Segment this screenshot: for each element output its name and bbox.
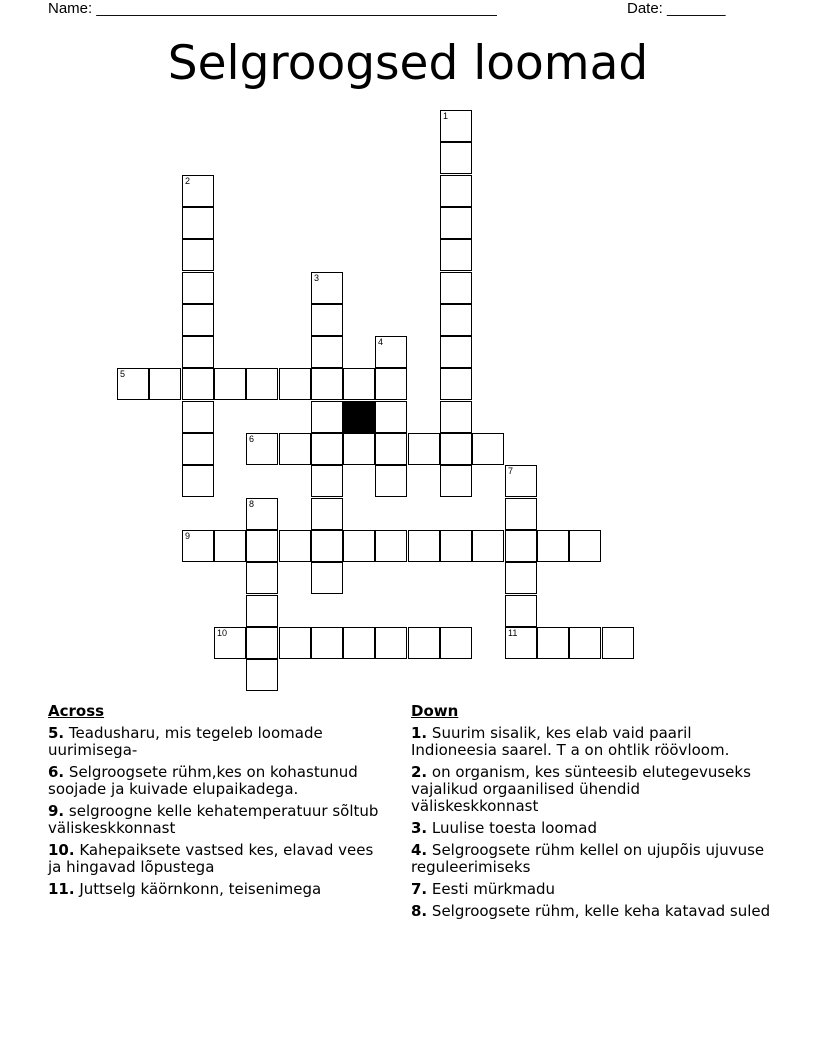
clue-text: Selgroogsete rühm,kes on kohastunud soojade ja kuivade elupaikadega. xyxy=(48,763,358,798)
clue-text: Selgroogsete rühm kellel on ujupõis ujuvuse reguleerimiseks xyxy=(411,841,765,876)
grid-cell[interactable] xyxy=(149,368,181,400)
grid-cell[interactable] xyxy=(343,627,375,659)
clue-text: Teadusharu, mis tegeleb loomade uurimisega- xyxy=(48,724,323,759)
grid-cell[interactable] xyxy=(505,465,537,497)
grid-cell[interactable] xyxy=(440,207,472,239)
grid-cell[interactable] xyxy=(440,336,472,368)
clue-number: 9. xyxy=(48,802,65,820)
name-blank: ________________________________________________ xyxy=(96,0,497,17)
grid-cell[interactable] xyxy=(343,433,375,465)
clue-text: on organism, kes sünteesib elutegevuseks vajalikud orgaanilised ühendid väliskeskkonnast xyxy=(411,763,751,815)
grid-cell[interactable] xyxy=(537,627,569,659)
grid-cell[interactable] xyxy=(440,627,472,659)
grid-cell[interactable] xyxy=(117,368,149,400)
clue-number: 3. xyxy=(411,819,428,837)
clue-number-label: 9 xyxy=(185,531,191,541)
grid-cell[interactable] xyxy=(505,530,537,562)
clue-number: 2. xyxy=(411,763,428,781)
grid-cell[interactable] xyxy=(182,272,214,304)
grid-cell[interactable] xyxy=(311,401,343,433)
grid-cell[interactable] xyxy=(182,530,214,562)
grid-cell[interactable] xyxy=(505,627,537,659)
grid-cell[interactable] xyxy=(246,498,278,530)
clue-number: 11. xyxy=(48,880,75,898)
grid-cell[interactable] xyxy=(440,304,472,336)
grid-cell[interactable] xyxy=(408,530,440,562)
grid-cell[interactable] xyxy=(182,239,214,271)
grid-cell[interactable] xyxy=(440,110,472,142)
clue-text: Luulise toesta loomad xyxy=(431,819,597,837)
clue-number-label: 4 xyxy=(378,337,384,347)
across-heading: Across xyxy=(48,702,105,720)
grid-cell[interactable] xyxy=(246,433,278,465)
clue-item xyxy=(48,725,383,759)
grid-cell[interactable] xyxy=(440,272,472,304)
clue-text: Kahepaiksete vastsed kes, elavad vees ja hingavad lõpustega xyxy=(48,841,374,876)
date-label: Date: xyxy=(627,0,663,17)
clue-item xyxy=(411,725,771,759)
grid-cell[interactable] xyxy=(246,627,278,659)
clue-number: 6. xyxy=(48,763,65,781)
grid-cell[interactable] xyxy=(246,530,278,562)
grid-cell[interactable] xyxy=(182,336,214,368)
clue-number-label: 8 xyxy=(249,499,255,509)
grid-cell[interactable] xyxy=(182,304,214,336)
grid-cell[interactable] xyxy=(440,530,472,562)
grid-cell[interactable] xyxy=(440,465,472,497)
down-clues xyxy=(411,703,771,925)
clue-text: selgroogne kelle kehatemperatuur sõltub väliskeskkonnast xyxy=(48,802,379,837)
clue-number-label: 10 xyxy=(217,628,228,638)
grid-cell[interactable] xyxy=(375,465,407,497)
clue-number-label: 6 xyxy=(249,434,255,444)
clue-item xyxy=(48,842,383,876)
grid-cell[interactable] xyxy=(214,627,246,659)
grid-cell[interactable] xyxy=(182,207,214,239)
name-label: Name: xyxy=(48,0,93,17)
grid-cell[interactable] xyxy=(440,401,472,433)
grid-cell[interactable] xyxy=(440,368,472,400)
grid-cell[interactable] xyxy=(408,433,440,465)
clue-item xyxy=(411,842,771,876)
clue-number: 7. xyxy=(411,880,428,898)
grid-cell[interactable] xyxy=(246,368,278,400)
clue-text: Eesti mürkmadu xyxy=(431,880,556,898)
clue-number: 5. xyxy=(48,724,65,742)
clue-number-label: 11 xyxy=(508,628,518,638)
grid-cell[interactable] xyxy=(375,401,407,433)
grid-cell[interactable] xyxy=(440,239,472,271)
grid-cell[interactable] xyxy=(505,498,537,530)
date-blank: _______ xyxy=(667,0,726,17)
grid-cell[interactable] xyxy=(343,530,375,562)
clue-item xyxy=(48,881,383,898)
grid-block-cell xyxy=(343,401,375,433)
grid-cell[interactable] xyxy=(279,433,311,465)
grid-cell[interactable] xyxy=(311,368,343,400)
grid-cell[interactable] xyxy=(440,142,472,174)
grid-cell[interactable] xyxy=(311,627,343,659)
grid-cell[interactable] xyxy=(214,530,246,562)
clue-text: Suurim sisalik, kes elab vaid paaril Indioneesia saarel. T a on ohtlik röövloom. xyxy=(411,724,730,759)
grid-cell[interactable] xyxy=(311,433,343,465)
clue-item xyxy=(48,803,383,837)
clue-item xyxy=(411,881,771,898)
grid-cell[interactable] xyxy=(311,498,343,530)
grid-cell[interactable] xyxy=(408,627,440,659)
grid-cell[interactable] xyxy=(311,530,343,562)
grid-cell[interactable] xyxy=(440,175,472,207)
grid-cell[interactable] xyxy=(311,465,343,497)
grid-cell[interactable] xyxy=(182,465,214,497)
page-title: Selgroogsed loomad xyxy=(167,36,649,91)
grid-cell[interactable] xyxy=(569,627,601,659)
grid-cell[interactable] xyxy=(311,562,343,594)
across-clues xyxy=(48,703,383,903)
clue-number: 1. xyxy=(411,724,428,742)
clue-number-label: 2 xyxy=(185,176,191,186)
grid-cell[interactable] xyxy=(279,368,311,400)
clue-text: Juttselg käörnkonn, teisenimega xyxy=(79,880,322,898)
down-heading: Down xyxy=(411,702,459,720)
clue-item xyxy=(48,764,383,798)
grid-cell[interactable] xyxy=(311,336,343,368)
grid-cell[interactable] xyxy=(279,627,311,659)
grid-cell[interactable] xyxy=(375,433,407,465)
grid-cell[interactable] xyxy=(182,401,214,433)
clue-number-label: 1 xyxy=(443,111,449,121)
clue-number-label: 5 xyxy=(120,369,126,379)
grid-cell[interactable] xyxy=(311,304,343,336)
grid-cell[interactable] xyxy=(182,433,214,465)
grid-cell[interactable] xyxy=(472,433,504,465)
grid-cell[interactable] xyxy=(182,368,214,400)
grid-cell[interactable] xyxy=(440,433,472,465)
clue-text: Selgroogsete rühm, kelle keha katavad suled xyxy=(431,902,771,920)
grid-cell[interactable] xyxy=(214,368,246,400)
grid-cell[interactable] xyxy=(537,530,569,562)
clue-item xyxy=(411,820,771,837)
grid-cell[interactable] xyxy=(602,627,634,659)
grid-cell[interactable] xyxy=(246,595,278,627)
grid-cell[interactable] xyxy=(375,627,407,659)
grid-cell[interactable] xyxy=(279,530,311,562)
grid-cell[interactable] xyxy=(246,659,278,691)
clue-number: 4. xyxy=(411,841,428,859)
grid-cell[interactable] xyxy=(311,272,343,304)
grid-cell[interactable] xyxy=(505,562,537,594)
grid-cell[interactable] xyxy=(182,175,214,207)
clue-number: 8. xyxy=(411,902,428,920)
clue-number-label: 3 xyxy=(314,273,320,283)
grid-cell[interactable] xyxy=(375,530,407,562)
grid-cell[interactable] xyxy=(375,336,407,368)
grid-cell[interactable] xyxy=(505,595,537,627)
grid-cell[interactable] xyxy=(375,368,407,400)
grid-cell[interactable] xyxy=(343,368,375,400)
grid-cell[interactable] xyxy=(246,562,278,594)
grid-cell[interactable] xyxy=(472,530,504,562)
clue-item xyxy=(411,764,771,815)
clue-item xyxy=(411,903,771,920)
clue-number: 10. xyxy=(48,841,75,859)
clue-number-label: 7 xyxy=(508,466,514,476)
grid-cell[interactable] xyxy=(569,530,601,562)
